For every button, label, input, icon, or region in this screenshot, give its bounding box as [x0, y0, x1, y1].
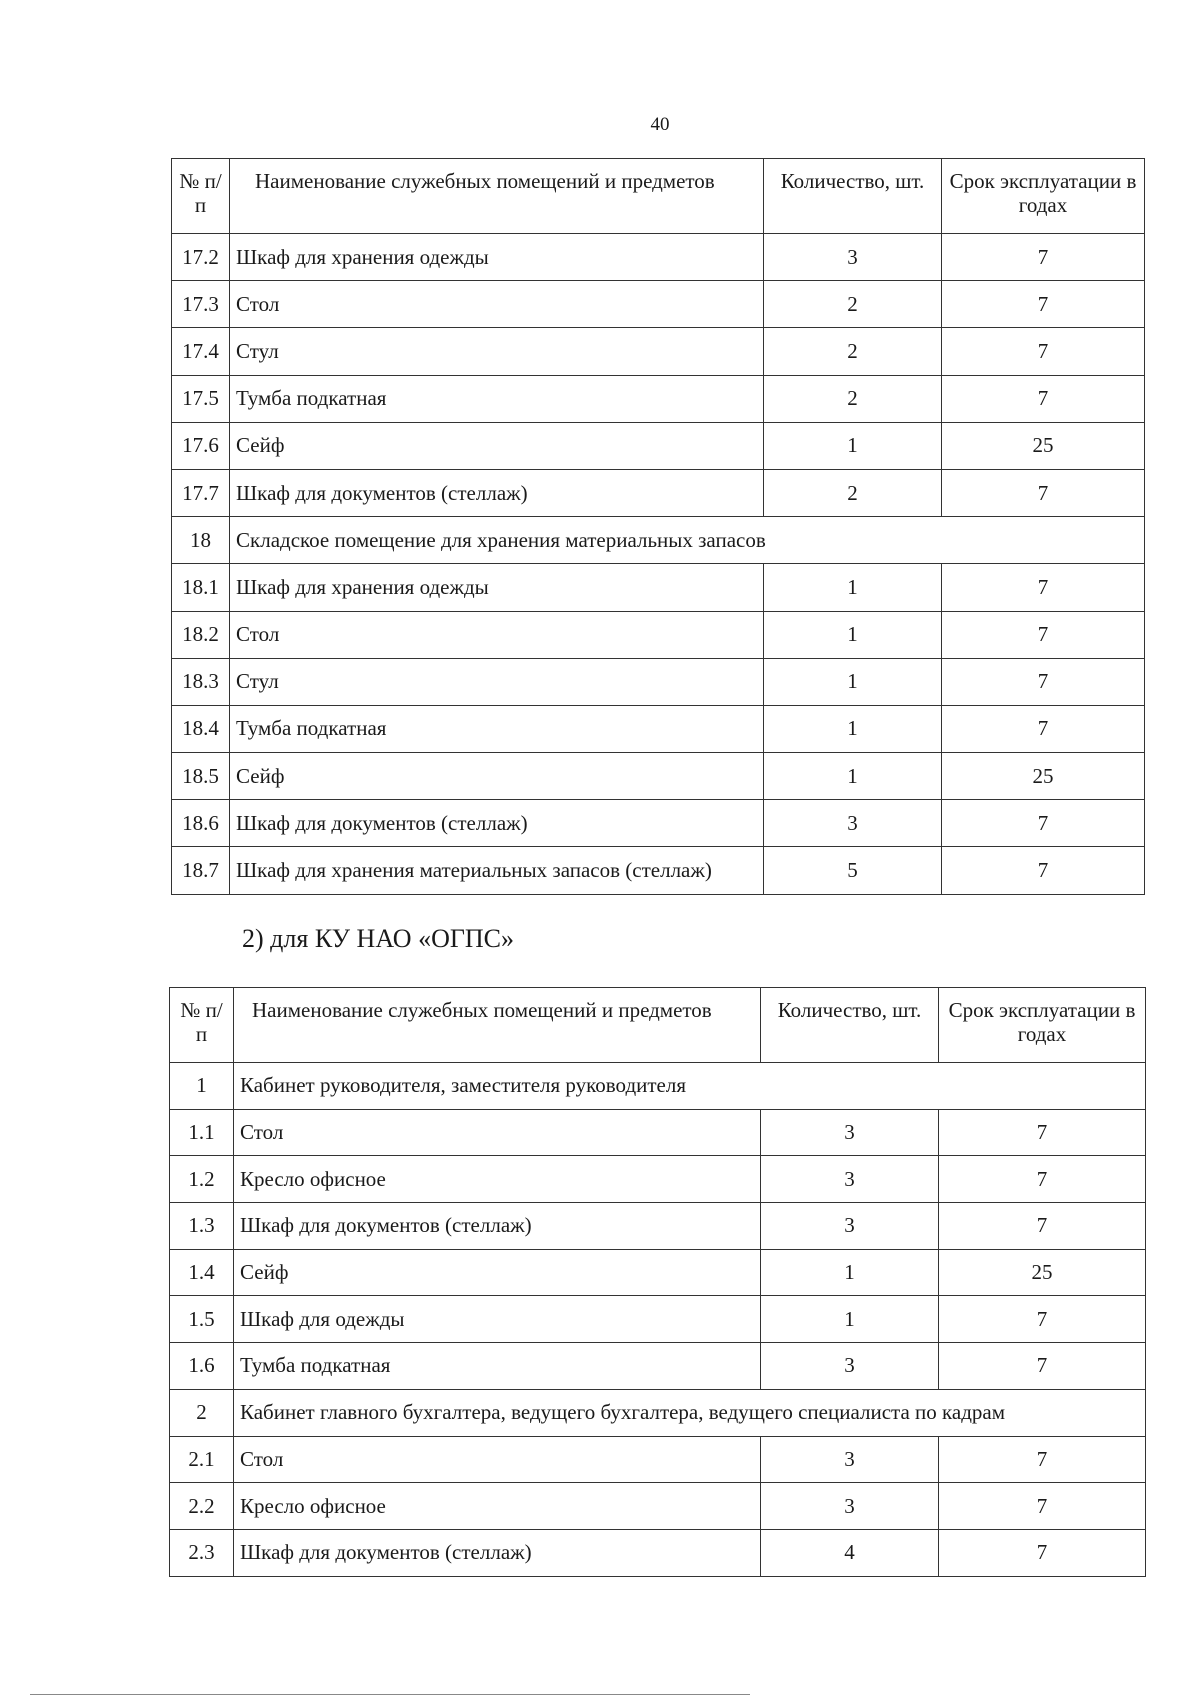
item-quantity: 3: [761, 1436, 939, 1483]
row-number: 1.5: [170, 1296, 234, 1343]
item-quantity: 3: [764, 800, 942, 847]
furniture-table-2: [169, 987, 1146, 1577]
item-service-life: 7: [942, 564, 1145, 611]
row-number: 18.3: [172, 658, 230, 705]
item-quantity: 1: [761, 1249, 939, 1296]
table-row: [170, 1296, 1146, 1343]
item-service-life: 7: [942, 469, 1145, 516]
header-qty: Количество, шт.: [764, 159, 942, 234]
table-row: [170, 1109, 1146, 1156]
item-quantity: 3: [761, 1343, 939, 1390]
row-number: 1: [170, 1063, 234, 1110]
table-row: [170, 1483, 1146, 1530]
item-name: Кресло офисное: [234, 1483, 761, 1530]
item-service-life: 7: [939, 1343, 1146, 1390]
table-row: [172, 658, 1145, 705]
item-quantity: 2: [764, 281, 942, 328]
item-service-life: 7: [939, 1483, 1146, 1530]
item-quantity: 3: [761, 1483, 939, 1530]
item-service-life: 7: [939, 1529, 1146, 1576]
item-quantity: 2: [764, 328, 942, 375]
item-service-life: 7: [939, 1436, 1146, 1483]
row-number: 1.1: [170, 1109, 234, 1156]
row-number: 18.6: [172, 800, 230, 847]
row-number: 18: [172, 517, 230, 564]
furniture-table-1: [171, 158, 1145, 895]
header-qty: Количество, шт.: [761, 988, 939, 1063]
table-row: [172, 422, 1145, 469]
item-quantity: 5: [764, 847, 942, 894]
section-row: [172, 517, 1145, 564]
footer-rule: [30, 1694, 750, 1695]
item-service-life: 7: [942, 234, 1145, 281]
item-service-life: 25: [942, 753, 1145, 800]
item-service-life: 7: [942, 328, 1145, 375]
item-name: Стол: [230, 281, 764, 328]
table-row: [170, 1203, 1146, 1250]
row-number: 17.5: [172, 375, 230, 422]
table1-body: [172, 234, 1145, 895]
section-title: Складское помещение для хранения материальных запасов: [230, 517, 1145, 564]
header-num: № п/п: [170, 988, 234, 1063]
table-row: [172, 705, 1145, 752]
table-row: [170, 1249, 1146, 1296]
item-name: Шкаф для документов (стеллаж): [230, 469, 764, 516]
table-row: [170, 1156, 1146, 1203]
table-row: [170, 1343, 1146, 1390]
section-title: Кабинет руководителя, заместителя руководителя: [234, 1063, 1146, 1110]
section-row: [170, 1389, 1146, 1436]
item-name: Сейф: [234, 1249, 761, 1296]
item-quantity: 3: [761, 1203, 939, 1250]
item-service-life: 7: [942, 658, 1145, 705]
table-row: [172, 375, 1145, 422]
item-name: Тумба подкатная: [230, 705, 764, 752]
header-num: № п/п: [172, 159, 230, 234]
item-service-life: 7: [942, 705, 1145, 752]
table2-body: [170, 1063, 1146, 1577]
table-row: [170, 1529, 1146, 1576]
item-service-life: 7: [939, 1156, 1146, 1203]
item-quantity: 1: [764, 705, 942, 752]
item-service-life: 7: [942, 375, 1145, 422]
item-quantity: 2: [764, 375, 942, 422]
table-header-row: [172, 159, 1145, 234]
item-service-life: 7: [942, 847, 1145, 894]
section-title: Кабинет главного бухгалтера, ведущего бухгалтера, ведущего специалиста по кадрам: [234, 1389, 1146, 1436]
table-row: [170, 1436, 1146, 1483]
item-name: Стол: [234, 1436, 761, 1483]
item-service-life: 25: [939, 1249, 1146, 1296]
item-quantity: 1: [761, 1296, 939, 1343]
item-service-life: 7: [939, 1109, 1146, 1156]
row-number: 18.1: [172, 564, 230, 611]
item-service-life: 25: [942, 422, 1145, 469]
table-row: [172, 564, 1145, 611]
header-name: Наименование служебных помещений и предметов: [234, 988, 761, 1063]
item-service-life: 7: [942, 281, 1145, 328]
item-quantity: 3: [761, 1156, 939, 1203]
item-service-life: 7: [939, 1296, 1146, 1343]
row-number: 1.3: [170, 1203, 234, 1250]
item-name: Сейф: [230, 422, 764, 469]
table-row: [172, 753, 1145, 800]
item-name: Кресло офисное: [234, 1156, 761, 1203]
item-quantity: 4: [761, 1529, 939, 1576]
table-row: [172, 281, 1145, 328]
table-row: [172, 800, 1145, 847]
row-number: 18.4: [172, 705, 230, 752]
header-name: Наименование служебных помещений и предметов: [230, 159, 764, 234]
item-name: Сейф: [230, 753, 764, 800]
item-name: Стол: [234, 1109, 761, 1156]
row-number: 2.3: [170, 1529, 234, 1576]
row-number: 2: [170, 1389, 234, 1436]
row-number: 17.7: [172, 469, 230, 516]
item-quantity: 1: [764, 658, 942, 705]
item-name: Шкаф для хранения одежды: [230, 564, 764, 611]
table-row: [172, 328, 1145, 375]
item-quantity: 1: [764, 422, 942, 469]
row-number: 1.4: [170, 1249, 234, 1296]
item-name: Шкаф для одежды: [234, 1296, 761, 1343]
row-number: 2.2: [170, 1483, 234, 1530]
item-name: Тумба подкатная: [230, 375, 764, 422]
item-service-life: 7: [939, 1203, 1146, 1250]
item-quantity: 1: [764, 564, 942, 611]
table-row: [172, 847, 1145, 894]
header-life: Срок эксплуатации в годах: [939, 988, 1146, 1063]
item-name: Шкаф для документов (стеллаж): [234, 1529, 761, 1576]
row-number: 17.3: [172, 281, 230, 328]
item-name: Шкаф для хранения одежды: [230, 234, 764, 281]
section-row: [170, 1063, 1146, 1110]
item-name: Шкаф для документов (стеллаж): [230, 800, 764, 847]
table-row: [172, 469, 1145, 516]
row-number: 17.4: [172, 328, 230, 375]
row-number: 18.5: [172, 753, 230, 800]
item-quantity: 2: [764, 469, 942, 516]
page-number: 40: [650, 114, 670, 135]
item-service-life: 7: [942, 800, 1145, 847]
table-row: [172, 234, 1145, 281]
item-quantity: 3: [761, 1109, 939, 1156]
table-header-row: [170, 988, 1146, 1063]
item-name: Тумба подкатная: [234, 1343, 761, 1390]
item-quantity: 1: [764, 753, 942, 800]
item-service-life: 7: [942, 611, 1145, 658]
row-number: 18.7: [172, 847, 230, 894]
row-number: 2.1: [170, 1436, 234, 1483]
row-number: 17.6: [172, 422, 230, 469]
item-name: Стол: [230, 611, 764, 658]
row-number: 1.2: [170, 1156, 234, 1203]
item-quantity: 1: [764, 611, 942, 658]
table-row: [172, 611, 1145, 658]
item-name: Шкаф для документов (стеллаж): [234, 1203, 761, 1250]
item-name: Стул: [230, 328, 764, 375]
item-name: Стул: [230, 658, 764, 705]
row-number: 18.2: [172, 611, 230, 658]
section-heading: 2) для КУ НАО «ОГПС»: [242, 924, 515, 953]
header-life: Срок эксплуатации в годах: [942, 159, 1145, 234]
item-quantity: 3: [764, 234, 942, 281]
item-name: Шкаф для хранения материальных запасов (стеллаж): [230, 847, 764, 894]
row-number: 17.2: [172, 234, 230, 281]
row-number: 1.6: [170, 1343, 234, 1390]
